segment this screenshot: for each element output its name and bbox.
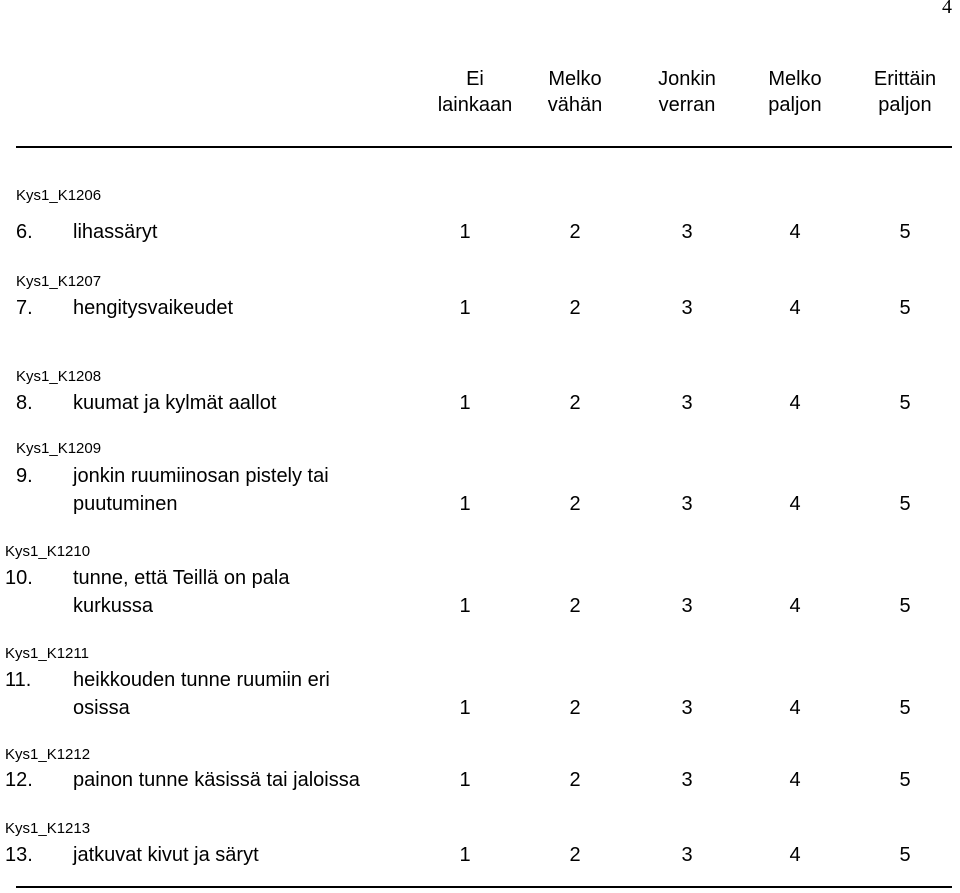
item-label	[73, 766, 360, 794]
scale-header-line2: paljon	[878, 94, 932, 116]
answer-option-1[interactable]: 1	[459, 493, 471, 515]
scale-header-col-4	[735, 66, 855, 118]
item-number: 11.	[5, 669, 32, 691]
item-label-line: tunne, että Teillä on pala	[73, 567, 290, 589]
item-code: Kys1_K1210	[5, 543, 91, 560]
scale-header-line1: Erittäin	[873, 68, 937, 90]
answer-option-1[interactable]: 1	[459, 297, 471, 319]
scale-header-col-3	[627, 66, 747, 118]
answer-option-1[interactable]: 1	[459, 221, 471, 243]
answer-option-3[interactable]: 3	[681, 221, 693, 243]
scale-header-col-5	[845, 66, 960, 118]
answer-option-1[interactable]: 1	[459, 392, 471, 414]
answer-option-1[interactable]: 1	[459, 697, 471, 719]
item-label-line: osissa	[73, 697, 130, 719]
answer-option-2[interactable]: 2	[569, 844, 581, 866]
answer-option-3[interactable]: 3	[681, 297, 693, 319]
answer-option-4[interactable]: 4	[789, 297, 801, 319]
answer-option-2[interactable]: 2	[569, 297, 581, 319]
item-code: Kys1_K1212	[5, 746, 91, 763]
item-label	[73, 218, 157, 246]
answer-option-2[interactable]: 2	[569, 493, 581, 515]
item-number: 13.	[5, 844, 33, 866]
item-number: 12.	[5, 769, 33, 791]
scale-header-line1: Jonkin	[658, 68, 716, 90]
answer-option-4[interactable]: 4	[789, 493, 801, 515]
item-label-line: puutuminen	[73, 493, 178, 515]
answer-option-4[interactable]: 4	[789, 844, 801, 866]
answer-option-4[interactable]: 4	[789, 221, 801, 243]
answer-option-2[interactable]: 2	[569, 392, 581, 414]
answer-option-1[interactable]: 1	[459, 844, 471, 866]
scale-header-line2: lainkaan	[437, 94, 513, 116]
answer-option-5[interactable]: 5	[899, 392, 911, 414]
answer-option-4[interactable]: 4	[789, 769, 801, 791]
item-code: Kys1_K1213	[5, 820, 91, 837]
answer-option-5[interactable]: 5	[899, 844, 911, 866]
answer-option-5[interactable]: 5	[899, 697, 911, 719]
scale-header-col-2	[515, 66, 635, 118]
item-label-line: kuumat ja kylmät aallot	[73, 392, 277, 414]
answer-option-1[interactable]: 1	[459, 769, 471, 791]
scale-header-line1: Melko	[548, 68, 602, 90]
item-number: 7.	[16, 297, 33, 319]
header-rule	[16, 146, 952, 148]
answer-option-3[interactable]: 3	[681, 844, 693, 866]
item-label-line: hengitysvaikeudet	[73, 297, 234, 319]
page-number: 4	[942, 0, 952, 18]
answer-option-5[interactable]: 5	[899, 595, 911, 617]
answer-option-1[interactable]: 1	[459, 595, 471, 617]
item-label	[73, 666, 330, 722]
answer-option-5[interactable]: 5	[899, 493, 911, 515]
scale-header-line2: paljon	[768, 94, 822, 116]
item-label	[73, 389, 276, 417]
item-code: Kys1_K1207	[16, 273, 102, 290]
answer-option-3[interactable]: 3	[681, 697, 693, 719]
scale-header-line1: Ei	[466, 68, 484, 90]
answer-option-4[interactable]: 4	[789, 595, 801, 617]
item-label	[73, 462, 329, 518]
item-label-line: heikkouden tunne ruumiin eri	[73, 669, 330, 691]
answer-option-2[interactable]: 2	[569, 595, 581, 617]
answer-option-4[interactable]: 4	[789, 697, 801, 719]
answer-option-3[interactable]: 3	[681, 392, 693, 414]
item-label-line: lihassäryt	[73, 221, 158, 243]
item-label	[73, 841, 259, 869]
item-code: Kys1_K1209	[16, 440, 102, 457]
item-number: 8.	[16, 392, 33, 414]
answer-option-3[interactable]: 3	[681, 493, 693, 515]
scale-header-line2: verran	[658, 94, 716, 116]
item-label-line: jonkin ruumiinosan pistely tai	[73, 465, 329, 487]
answer-option-2[interactable]: 2	[569, 769, 581, 791]
item-code: Kys1_K1206	[16, 187, 102, 204]
answer-option-5[interactable]: 5	[899, 221, 911, 243]
answer-option-4[interactable]: 4	[789, 392, 801, 414]
scale-header-line2: vähän	[547, 94, 603, 116]
item-code: Kys1_K1208	[16, 368, 102, 385]
item-label	[73, 564, 289, 620]
item-number: 6.	[16, 221, 33, 243]
item-label-line: jatkuvat kivut ja säryt	[73, 844, 259, 866]
item-label-line: painon tunne käsissä tai jaloissa	[73, 769, 360, 791]
answer-option-3[interactable]: 3	[681, 769, 693, 791]
item-number: 10.	[5, 567, 33, 589]
item-code: Kys1_K1211	[5, 645, 89, 662]
answer-option-5[interactable]: 5	[899, 769, 911, 791]
item-label-line: kurkussa	[73, 595, 154, 617]
answer-option-5[interactable]: 5	[899, 297, 911, 319]
item-number: 9.	[16, 465, 33, 487]
scale-header-line1: Melko	[768, 68, 822, 90]
answer-option-2[interactable]: 2	[569, 221, 581, 243]
item-label	[73, 294, 233, 322]
footer-rule	[16, 886, 952, 888]
answer-option-2[interactable]: 2	[569, 697, 581, 719]
answer-option-3[interactable]: 3	[681, 595, 693, 617]
